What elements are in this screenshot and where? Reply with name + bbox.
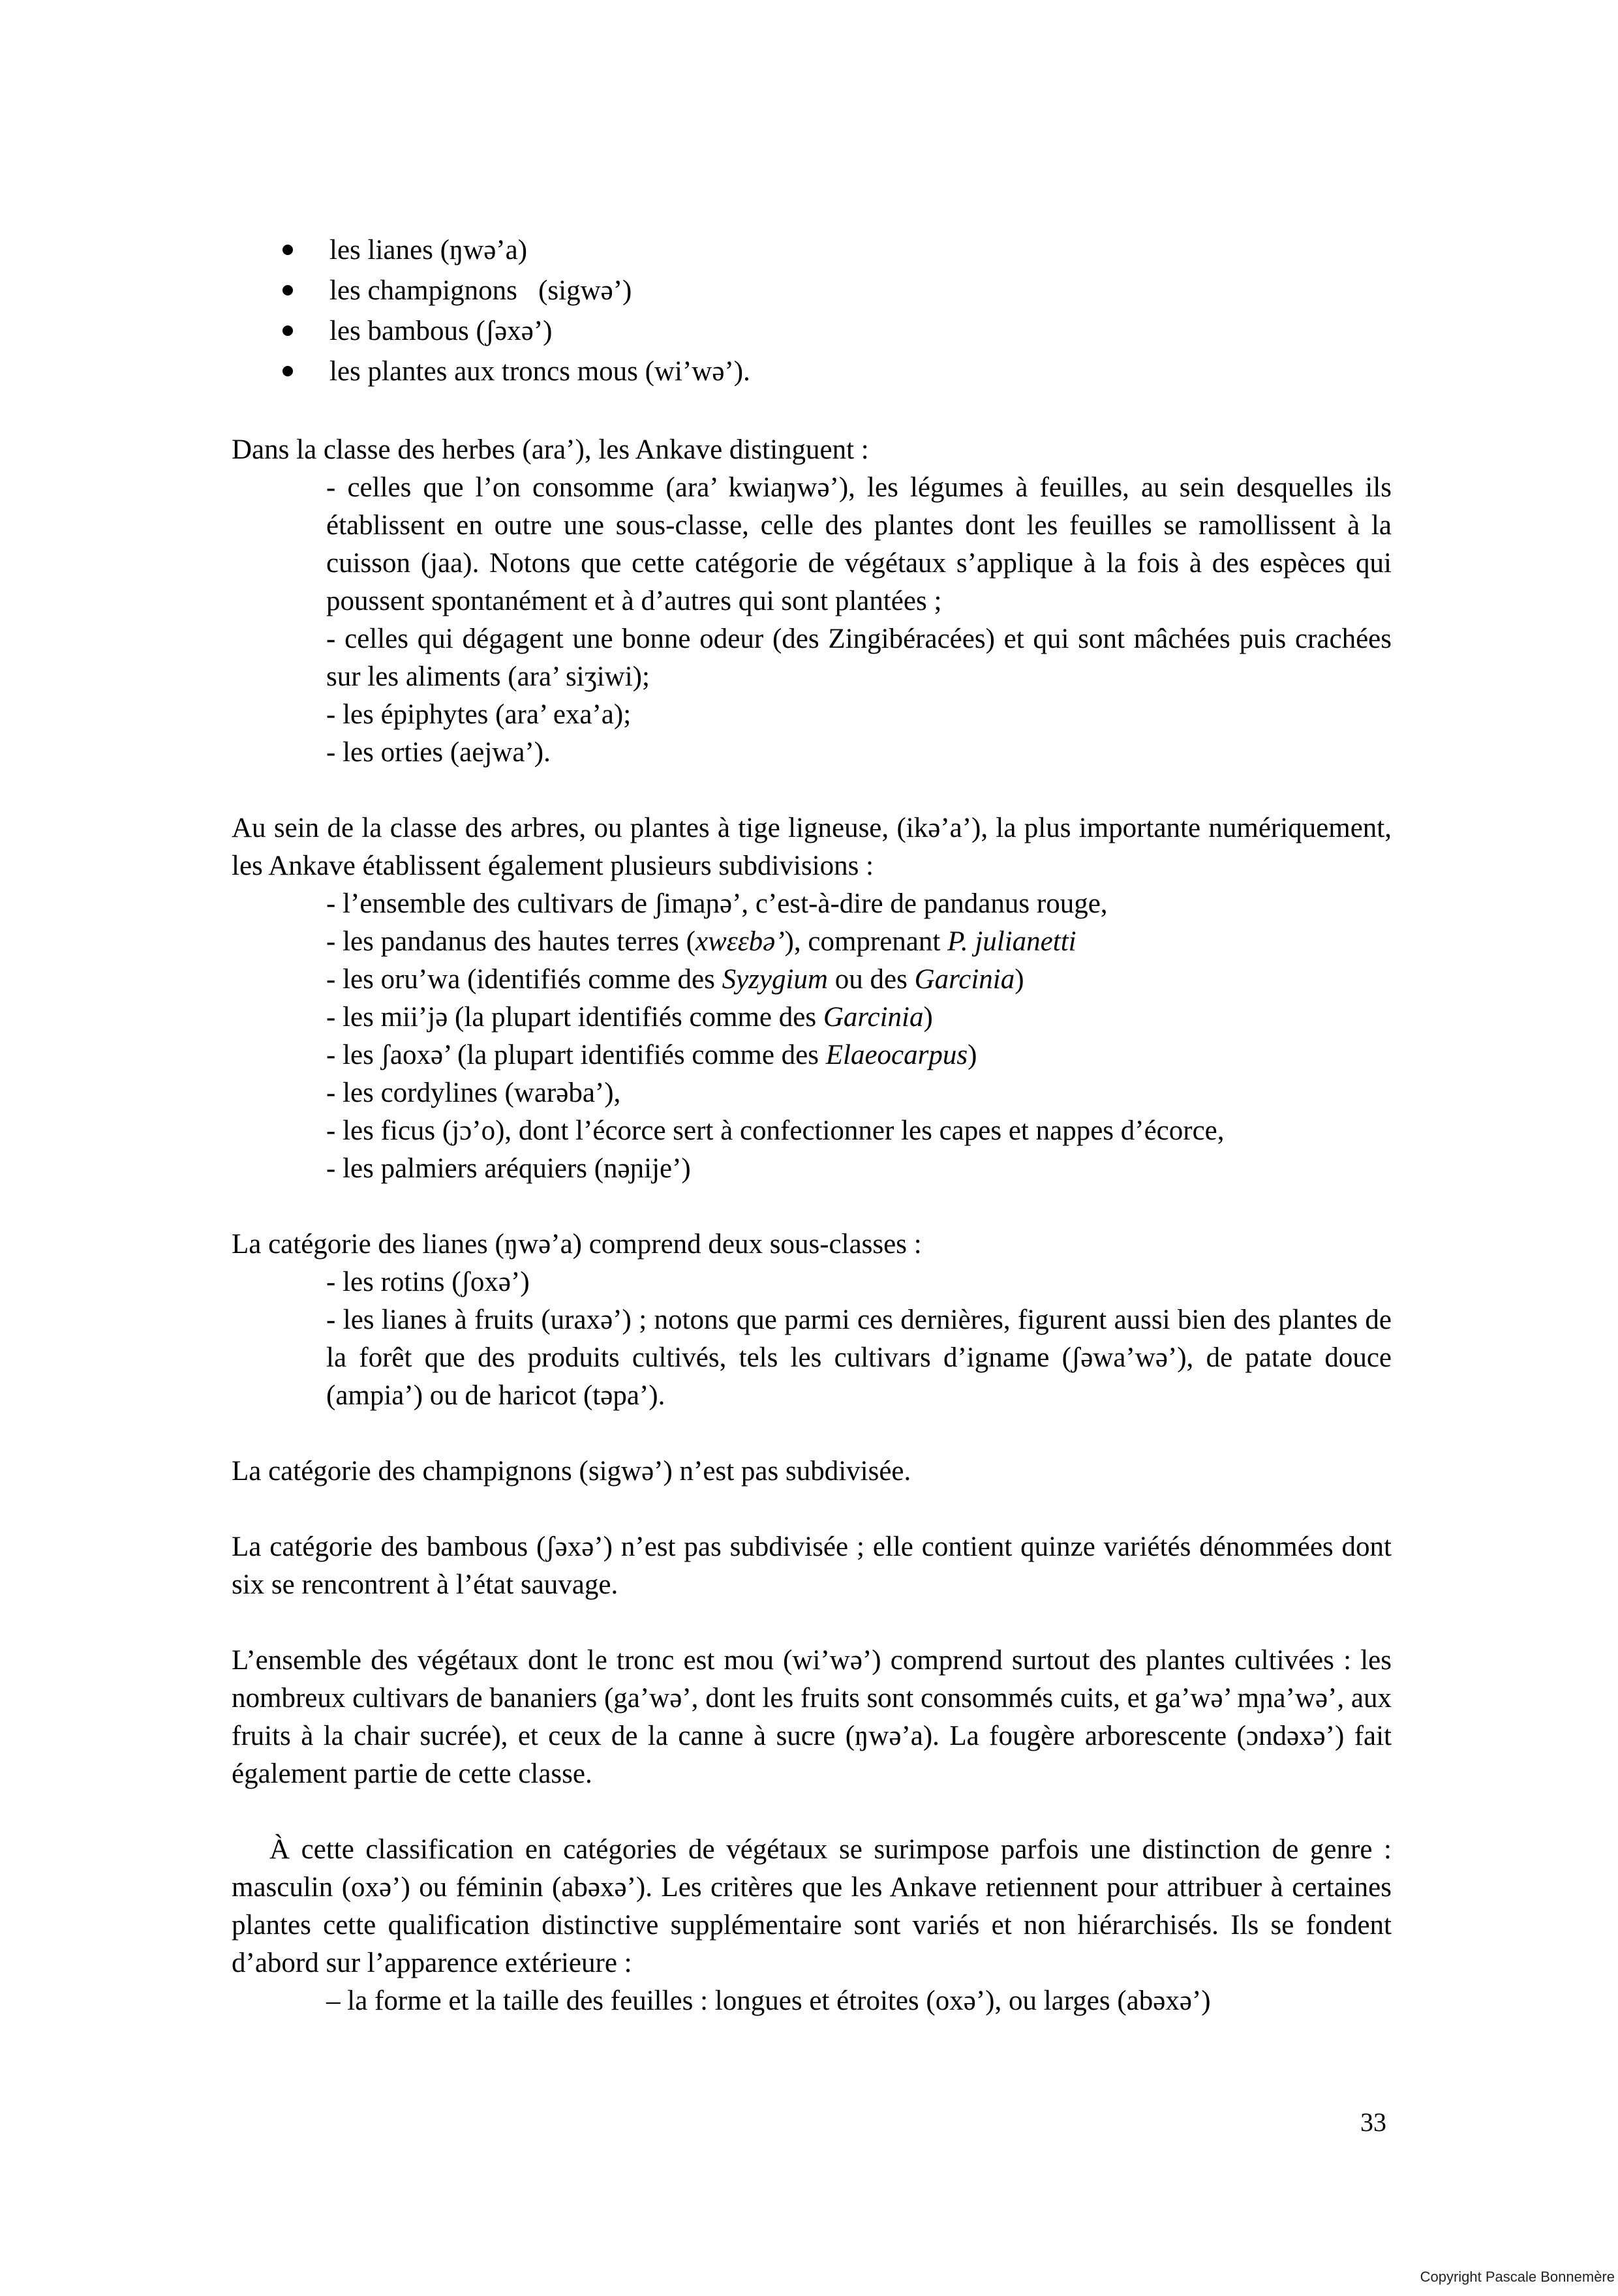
sub-item: - les mii’jə (la plupart identifiés comme des Garcinia) (326, 1002, 933, 1033)
plant-category-list (232, 232, 1392, 393)
bullet-icon (282, 366, 293, 376)
bullet-icon (282, 245, 293, 255)
sub-item: - les ficus (jɔ’o), dont l’écorce sert à confectionner les capes et nappes d’écorce, (326, 1115, 1225, 1146)
sub-item: - les oru’wa (identifiés comme des Syzygium ou des Garcinia) (326, 964, 1024, 995)
bullet-icon (282, 325, 293, 336)
lianes-section (232, 1226, 1392, 1415)
page-body (232, 232, 1392, 2020)
paragraph: Dans la classe des herbes (ara’), les Ankave distinguent : (232, 434, 869, 465)
paragraph: À cette classification en catégories de végétaux se surimpose parfois une distinction de genre : masculin (oxə’) ou féminin (abəxə’). Les critères que les Ankave retiennent pour attribuer à certaines plantes cette qualification distinctive supplémentaire sont variés et non hiérarchisés. Ils se fondent d’abord sur l’apparence extérieure : (232, 1834, 1392, 1978)
sub-item: - l’ensemble des cultivars de ʃimaɲə’, c’est-à-dire de pandanus rouge, (326, 888, 1108, 919)
sub-item: - les épiphytes (ara’ exa’a); (326, 699, 632, 730)
list-item: les bambous (ʃəxə’) (232, 312, 1392, 353)
arbres-section (232, 809, 1392, 1188)
paragraph: La catégorie des lianes (ŋwə’a) comprend deux sous-classes : (232, 1229, 922, 1260)
sub-item: – la forme et la taille des feuilles : longues et étroites (oxə’), ou larges (abəxə’) (326, 1986, 1211, 2016)
list-item: les champignons (sigwə’) (232, 272, 1392, 312)
paragraph: Au sein de la classe des arbres, ou plantes à tige ligneuse, (ikə’a’), la plus importante numériquement, les Ankave établissent également plusieurs subdivisions : (232, 813, 1392, 881)
sub-item: - les lianes à fruits (uraxə’) ; notons que parmi ces dernières, figurent aussi bien des plantes de la forêt que des produits cultivés, tels les cultivars d’igname (ʃəwa’wə’), de patate douce (ampia’) ou de haricot (təpa’). (326, 1305, 1392, 1411)
genre-section (232, 1831, 1392, 2020)
bullet-icon (282, 285, 293, 295)
sub-item: - les ʃaoxə’ (la plupart identifiés comme des Elaeocarpus) (326, 1040, 977, 1070)
sub-item: - les pandanus des hautes terres (xwεεbə’), comprenant P. julianetti (326, 926, 1076, 957)
sub-item: - celles que l’on consomme (ara’ kwiaŋwə’), les légumes à feuilles, au sein desquelles ils établissent en outre une sous-classe, celle des plantes dont les feuilles se ramollissent à la cuisson (jaa). Notons que cette catégorie de végétaux s’applique à la fois à des espèces qui poussent spontanément et à d’autres qui sont plantées ; (326, 472, 1392, 616)
troncs-mous-paragraph: L’ensemble des végétaux dont le tronc est mou (wi’wə’) comprend surtout des plantes cultivées : les nombreux cultivars de bananiers (ga’wə’, dont les fruits sont consommés cuits, et ga’wə’ mɲa’wə’, aux fruits à la chair sucrée), et ceux de la canne à sucre (ŋwə’a). La fougère arborescente (ɔndəxə’) fait également partie de cette classe. (232, 1645, 1392, 1789)
copyright-notice: Copyright Pascale Bonnemère (1420, 2269, 1615, 2285)
list-item: les plantes aux troncs mous (wi’wə’). (232, 353, 1392, 393)
champignons-paragraph: La catégorie des champignons (sigwə’) n’est pas subdivisée. (232, 1456, 911, 1487)
sub-item: - les palmiers aréquiers (nəɲije’) (326, 1153, 691, 1184)
sub-item: - les cordylines (warəba’), (326, 1078, 621, 1108)
sub-item: - les orties (aejwa’). (326, 737, 551, 768)
herbes-section (232, 431, 1392, 772)
list-item: les lianes (ŋwə’a) (232, 232, 1392, 272)
sub-item: - celles qui dégagent une bonne odeur (des Zingibéracées) et qui sont mâchées puis crachées sur les aliments (ara’ siʒiwi); (326, 624, 1392, 692)
bambous-paragraph: La catégorie des bambous (ʃəxə’) n’est pas subdivisée ; elle contient quinze variétés dénommées dont six se rencontrent à l’état sauvage. (232, 1532, 1392, 1600)
sub-item: - les rotins (ʃoxə’) (326, 1267, 530, 1297)
page-number: 33 (1360, 2107, 1386, 2137)
